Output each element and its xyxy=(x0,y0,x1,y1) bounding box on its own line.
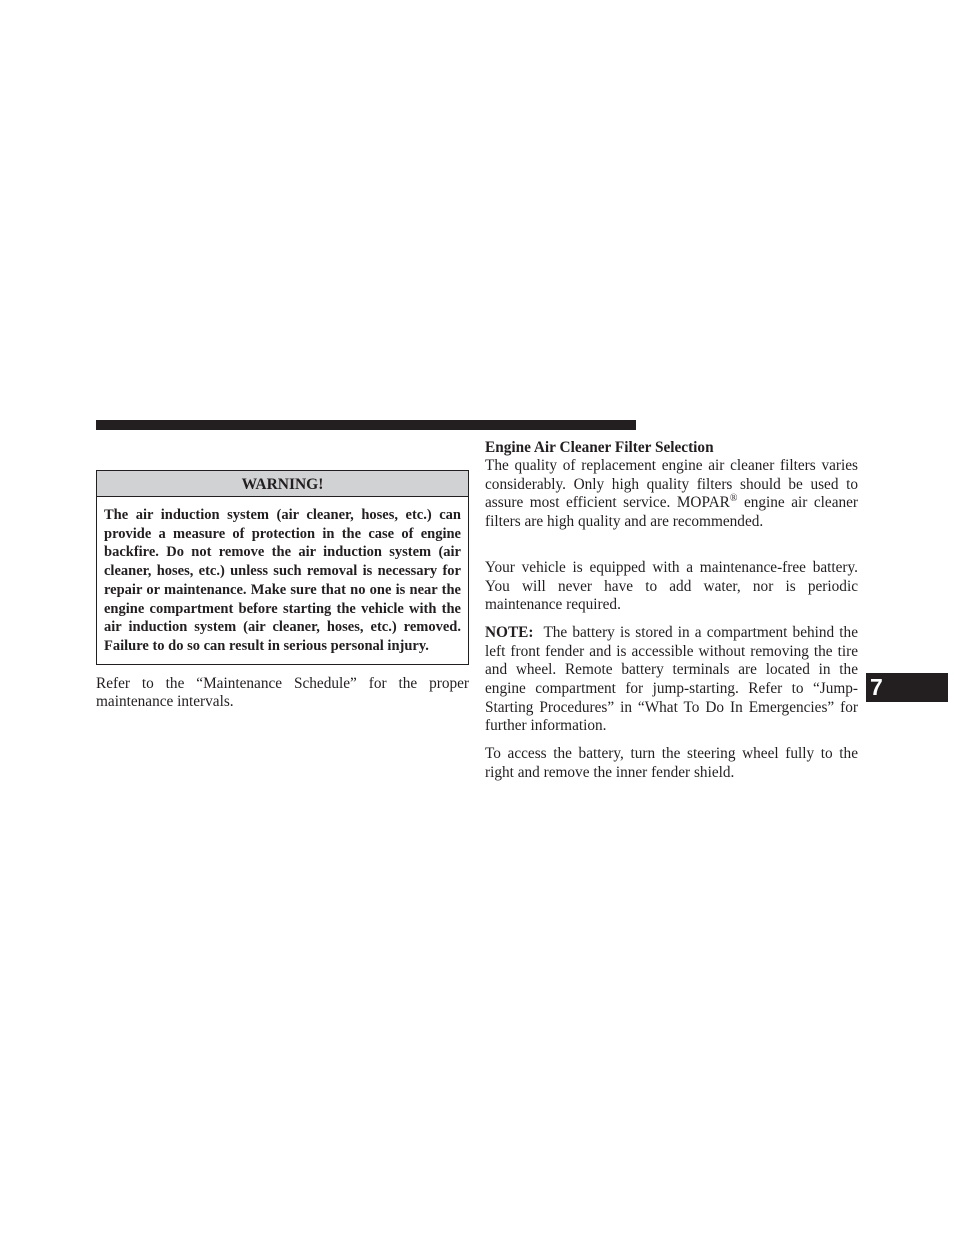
air-filter-paragraph xyxy=(485,457,858,532)
right-column xyxy=(485,438,858,783)
maintenance-schedule-reference: Refer to the “Maintenance Schedule” for the proper maintenance intervals. xyxy=(96,674,469,711)
air-filter-heading: Engine Air Cleaner Filter Selection xyxy=(485,439,714,456)
air-filter-text-part1: The quality of replacement engine air cleaner filters varies considerably. Only high quality filters should be used to assure most efficient service. MOPAR xyxy=(485,457,858,512)
chapter-number: 7 xyxy=(870,674,883,700)
section-divider-bar xyxy=(96,420,636,430)
chapter-tab xyxy=(866,673,948,702)
warning-text: The air induction system (air cleaner, hoses, etc.) can provide a measure of protection in the case of engine backfire. Do not remove the air induction system (air cleaner, hoses, etc.) unless such removal is necessary for repair or maintenance. Make sure that no one is near the engine compartment before starting the vehicle with the air induction system (air cleaner, hoses, etc.) removed. Failure to do so can result in serious personal injury. xyxy=(104,507,461,654)
battery-access-paragraph: To access the battery, turn the steering wheel fully to the right and remove the inner fender shield. xyxy=(485,745,858,781)
warning-title: WARNING! xyxy=(97,471,468,497)
registered-mark: ® xyxy=(729,493,738,505)
left-column xyxy=(96,470,469,712)
battery-note xyxy=(485,624,858,736)
note-text: The battery is stored in a compartment behind the left front fender and is accessible without removing the tire and wheel. Remote battery terminals are located in the engine compartment for jump-starting. Refer to “Jump-Starting Procedures” in “What To Do In Emergencies” for further information. xyxy=(485,623,858,735)
battery-paragraph: Your vehicle is equipped with a maintenance-free battery. You will never have to add water, nor is periodic maintenance required. xyxy=(485,558,858,614)
air-filter-text-part2: engine air cleaner filters are high quality and are recommended. xyxy=(485,494,859,531)
warning-box xyxy=(96,470,469,665)
note-label: NOTE: xyxy=(485,623,534,641)
